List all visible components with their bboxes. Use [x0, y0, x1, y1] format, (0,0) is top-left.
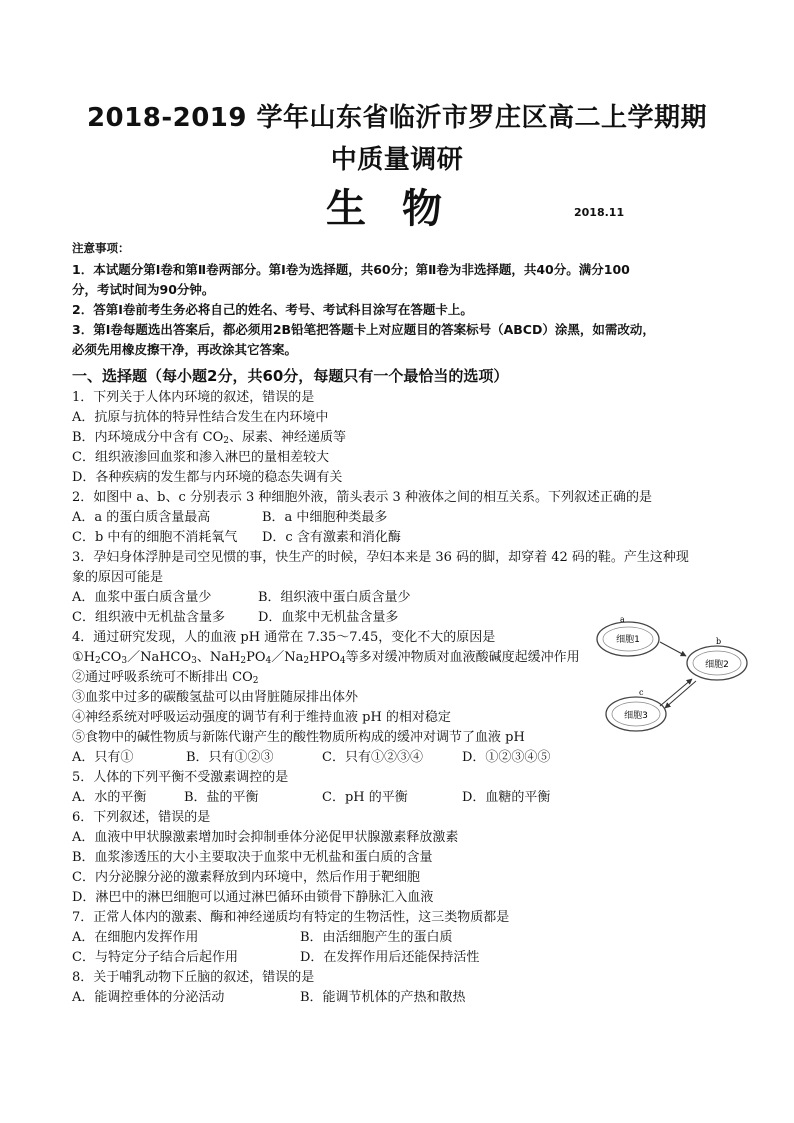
question-6-stem: 6．下列叙述，错误的是	[72, 810, 211, 825]
arrow-a-to-b	[660, 642, 686, 656]
arrow-b-to-c	[665, 681, 696, 708]
notice-item-3-cont: 必须先用橡皮擦干净，再改涂其它答案。	[72, 342, 298, 357]
node-c-cell3	[606, 688, 666, 731]
question-6-option-a: A．血液中甲状腺激素增加时会抑制垂体分泌促甲状腺激素释放激素	[72, 830, 459, 845]
question-7-option-c: C．与特定分子结合后起作用	[72, 950, 238, 965]
exam-date: 2018.11	[574, 206, 625, 219]
node-b-letter: b	[716, 637, 722, 646]
question-4-statement-4: ④神经系统对呼吸运动强度的调节有利于维持血液 pH 的相对稳定	[72, 710, 451, 725]
arrow-c-to-b	[660, 679, 692, 706]
section-title: 一、选择题（每小题2分，共60分，每题只有一个最恰当的选项）	[72, 367, 509, 385]
question-8-option-a: A．能调控垂体的分泌活动	[72, 990, 225, 1005]
notice-item-2: 2．答第Ⅰ卷前考生务必将自己的姓名、考号、考试科目涂写在答题卡上。	[72, 302, 473, 317]
exam-title-line1: 2018-2019 学年山东省临沂市罗庄区高二上学期期	[86, 103, 708, 133]
question-4-option-c: C．只有①②③④	[322, 750, 423, 765]
question-5-option-d: D．血糖的平衡	[462, 790, 551, 805]
question-5-option-b: B．盐的平衡	[184, 790, 259, 805]
question-3-stem-cont: 象的原因可能是	[72, 570, 164, 585]
notice-item-1: 1．本试题分第Ⅰ卷和第Ⅱ卷两部分。第Ⅰ卷为选择题，共60分；第Ⅱ卷为非选择题，共40分。满分100	[72, 262, 630, 277]
question-4-statement-2: ②通过呼吸系统可不断排出 $CO_2$	[72, 670, 259, 686]
question-7-option-a: A．在细胞内发挥作用	[72, 930, 199, 945]
question-3-option-b: B．组织液中蛋白质含量少	[258, 590, 411, 605]
node-a-cell1	[597, 615, 659, 656]
node-c-letter: c	[639, 688, 644, 697]
question-2-option-b: B．a 中细胞种类最多	[262, 510, 388, 525]
question-2-option-d: D．c 含有激素和消化酶	[262, 530, 401, 545]
question-5-stem: 5．人体的下列平衡不受激素调控的是	[72, 770, 289, 785]
subject-heading: 生物	[326, 185, 478, 232]
question-1-option-d: D．各种疾病的发生都与内环境的稳态失调有关	[72, 470, 343, 485]
question-5-option-c: C．pH 的平衡	[322, 790, 408, 805]
question-1-option-b: B．内环境成分中含有 $CO_2$、尿素、神经递质等	[72, 430, 347, 446]
node-a-letter: a	[620, 615, 625, 624]
question-6-option-d: D．淋巴中的淋巴细胞可以通过淋巴循环由锁骨下静脉汇入血液	[72, 890, 434, 905]
question-2-stem: 2．如图中 a、b、c 分别表示 3 种细胞外液，箭头表示 3 种液体之间的相互关系。下列叙述正确的是	[72, 490, 652, 505]
question-4-stem: 4．通过研究发现，人的血液 pH 通常在 7.35～7.45，变化不大的原因是	[72, 630, 496, 645]
node-b-cell2	[687, 637, 747, 680]
question-3-stem: 3．孕妇身体浮肿是司空见惯的事，快生产的时候，孕妇本来是 36 码的脚，却穿着 42 码的鞋。产生这种现	[72, 550, 689, 565]
question-7-option-b: B．由活细胞产生的蛋白质	[300, 930, 453, 945]
question-5-option-a: A．水的平衡	[72, 790, 147, 805]
question-8-stem: 8．关于哺乳动物下丘脑的叙述，错误的是	[72, 970, 315, 985]
question-4-option-a: A．只有①	[72, 750, 134, 765]
node-b-label: 细胞2	[705, 660, 729, 670]
question-3-option-c: C．组织液中无机盐含量多	[72, 610, 225, 625]
question-1-option-c: C．组织液渗回血浆和渗入淋巴的量相差较大	[72, 450, 329, 465]
notice-heading: 注意事项：	[72, 241, 130, 255]
notice-item-1-cont: 分，考试时间为90分钟。	[72, 282, 215, 297]
question-4-option-d: D．①②③④⑤	[462, 750, 551, 765]
question-6-option-c: C．内分泌腺分泌的激素释放到内环境中，然后作用于靶细胞	[72, 870, 420, 885]
question-2-option-c: C．b 中有的细胞不消耗氧气	[72, 530, 238, 545]
question-1-option-a: A．抗原与抗体的特异性结合发生在内环境中	[72, 410, 329, 425]
question-1-stem: 1．下列关于人体内环境的叙述，错误的是	[72, 390, 315, 405]
question-3-option-d: D．血浆中无机盐含量多	[258, 610, 399, 625]
question-4-option-b: B．只有①②③	[186, 750, 274, 765]
fluid-relationship-diagram	[592, 608, 774, 748]
question-3-option-a: A．血浆中蛋白质含量少	[72, 590, 212, 605]
question-8-option-b: B．能调节机体的产热和散热	[300, 990, 466, 1005]
question-6-option-b: B．血浆渗透压的大小主要取决于血浆中无机盐和蛋白质的含量	[72, 850, 433, 865]
node-c-label: 细胞3	[624, 711, 648, 721]
question-4-statement-3: ③血浆中过多的碳酸氢盐可以由肾脏随尿排出体外	[72, 690, 359, 705]
exam-title-line2: 中质量调研	[330, 145, 464, 175]
question-7-stem: 7．正常人体内的激素、酶和神经递质均有特定的生物活性，这三类物质都是	[72, 910, 510, 925]
node-a-label: 细胞1	[616, 635, 640, 645]
question-4-statement-1: $①H_2CO_3/NaHCO_3$、$NaH_2PO_4/Na_2HPO_4$等多对缓冲物质对血液酸碱度起缓冲作用	[72, 650, 580, 666]
question-7-option-d: D．在发挥作用后还能保持活性	[300, 950, 480, 965]
question-4-statement-5: ⑤食物中的碱性物质与新陈代谢产生的酸性物质所构成的缓冲对调节了血液 pH	[72, 730, 525, 745]
notice-item-3: 3．第Ⅰ卷每题选出答案后，都必须用2B铅笔把答题卡上对应题目的答案标号（ABCD）涂黑，如需改动，	[72, 322, 655, 337]
question-2-option-a: A．a 的蛋白质含量最高	[72, 510, 211, 525]
